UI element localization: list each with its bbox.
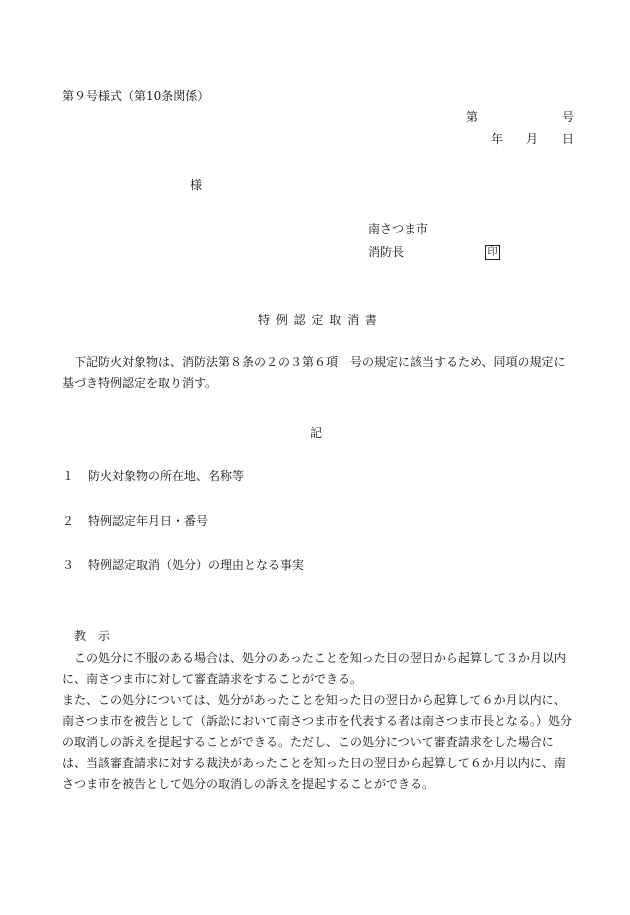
ki-heading: 記 (310, 426, 323, 440)
item-number: ３ (62, 558, 75, 572)
list-item (62, 514, 208, 529)
item-number: ２ (62, 514, 75, 528)
item-text: 防火対象物の所在地、名称等 (88, 469, 245, 483)
date-month: 月 (526, 132, 539, 146)
doc-number-prefix: 第 (466, 110, 479, 124)
item-text: 特例認定取消（処分）の理由となる事実 (88, 558, 305, 572)
doc-number-suffix: 号 (562, 110, 575, 124)
notice-heading: 教 示 (74, 629, 111, 643)
issuer-city: 南さつま市 (368, 222, 429, 236)
form-label: 第９号様式（第10条関係） (62, 89, 210, 103)
date-day: 日 (562, 132, 575, 146)
list-item (62, 558, 304, 573)
notice-paragraph-1: この処分に不服のある場合は、処分のあったことを知った日の翌日から起算して３か月以内に、南さつま市に対して審査請求をすることができる。 (62, 651, 566, 686)
item-number: １ (62, 469, 75, 483)
seal-icon: 印 (485, 245, 500, 260)
date-year: 年 (491, 132, 504, 146)
body-text: 下記防火対象物は、消防法第８条の２の３第６項 号の規定に該当するため、同項の規定に基づき特例認定を取り消す。 (62, 355, 566, 390)
notice-paragraph-2: また、この処分については、処分があったことを知った日の翌日から起算して６か月以内に、南さつま市を被告として（訴訟において南さつま市を代表する者は南さつま市長となる。）処分の取消しの訴えを提起することができる。ただし、この処分について審査請求をした場合には、当該審査請求に対する裁決があったことを知った日の翌日から起算して６か月以内に、南さつま市を被告として処分の取消しの訴えを提起することができる。 (62, 693, 573, 791)
issuer-title: 消防長 (368, 245, 405, 259)
document-title: 特 例 認 定 取 消 書 (258, 313, 378, 327)
addressee-honorific: 様 (190, 178, 203, 192)
list-item (62, 469, 244, 484)
issuer-seal (485, 245, 500, 260)
item-text: 特例認定年月日・番号 (88, 514, 209, 528)
